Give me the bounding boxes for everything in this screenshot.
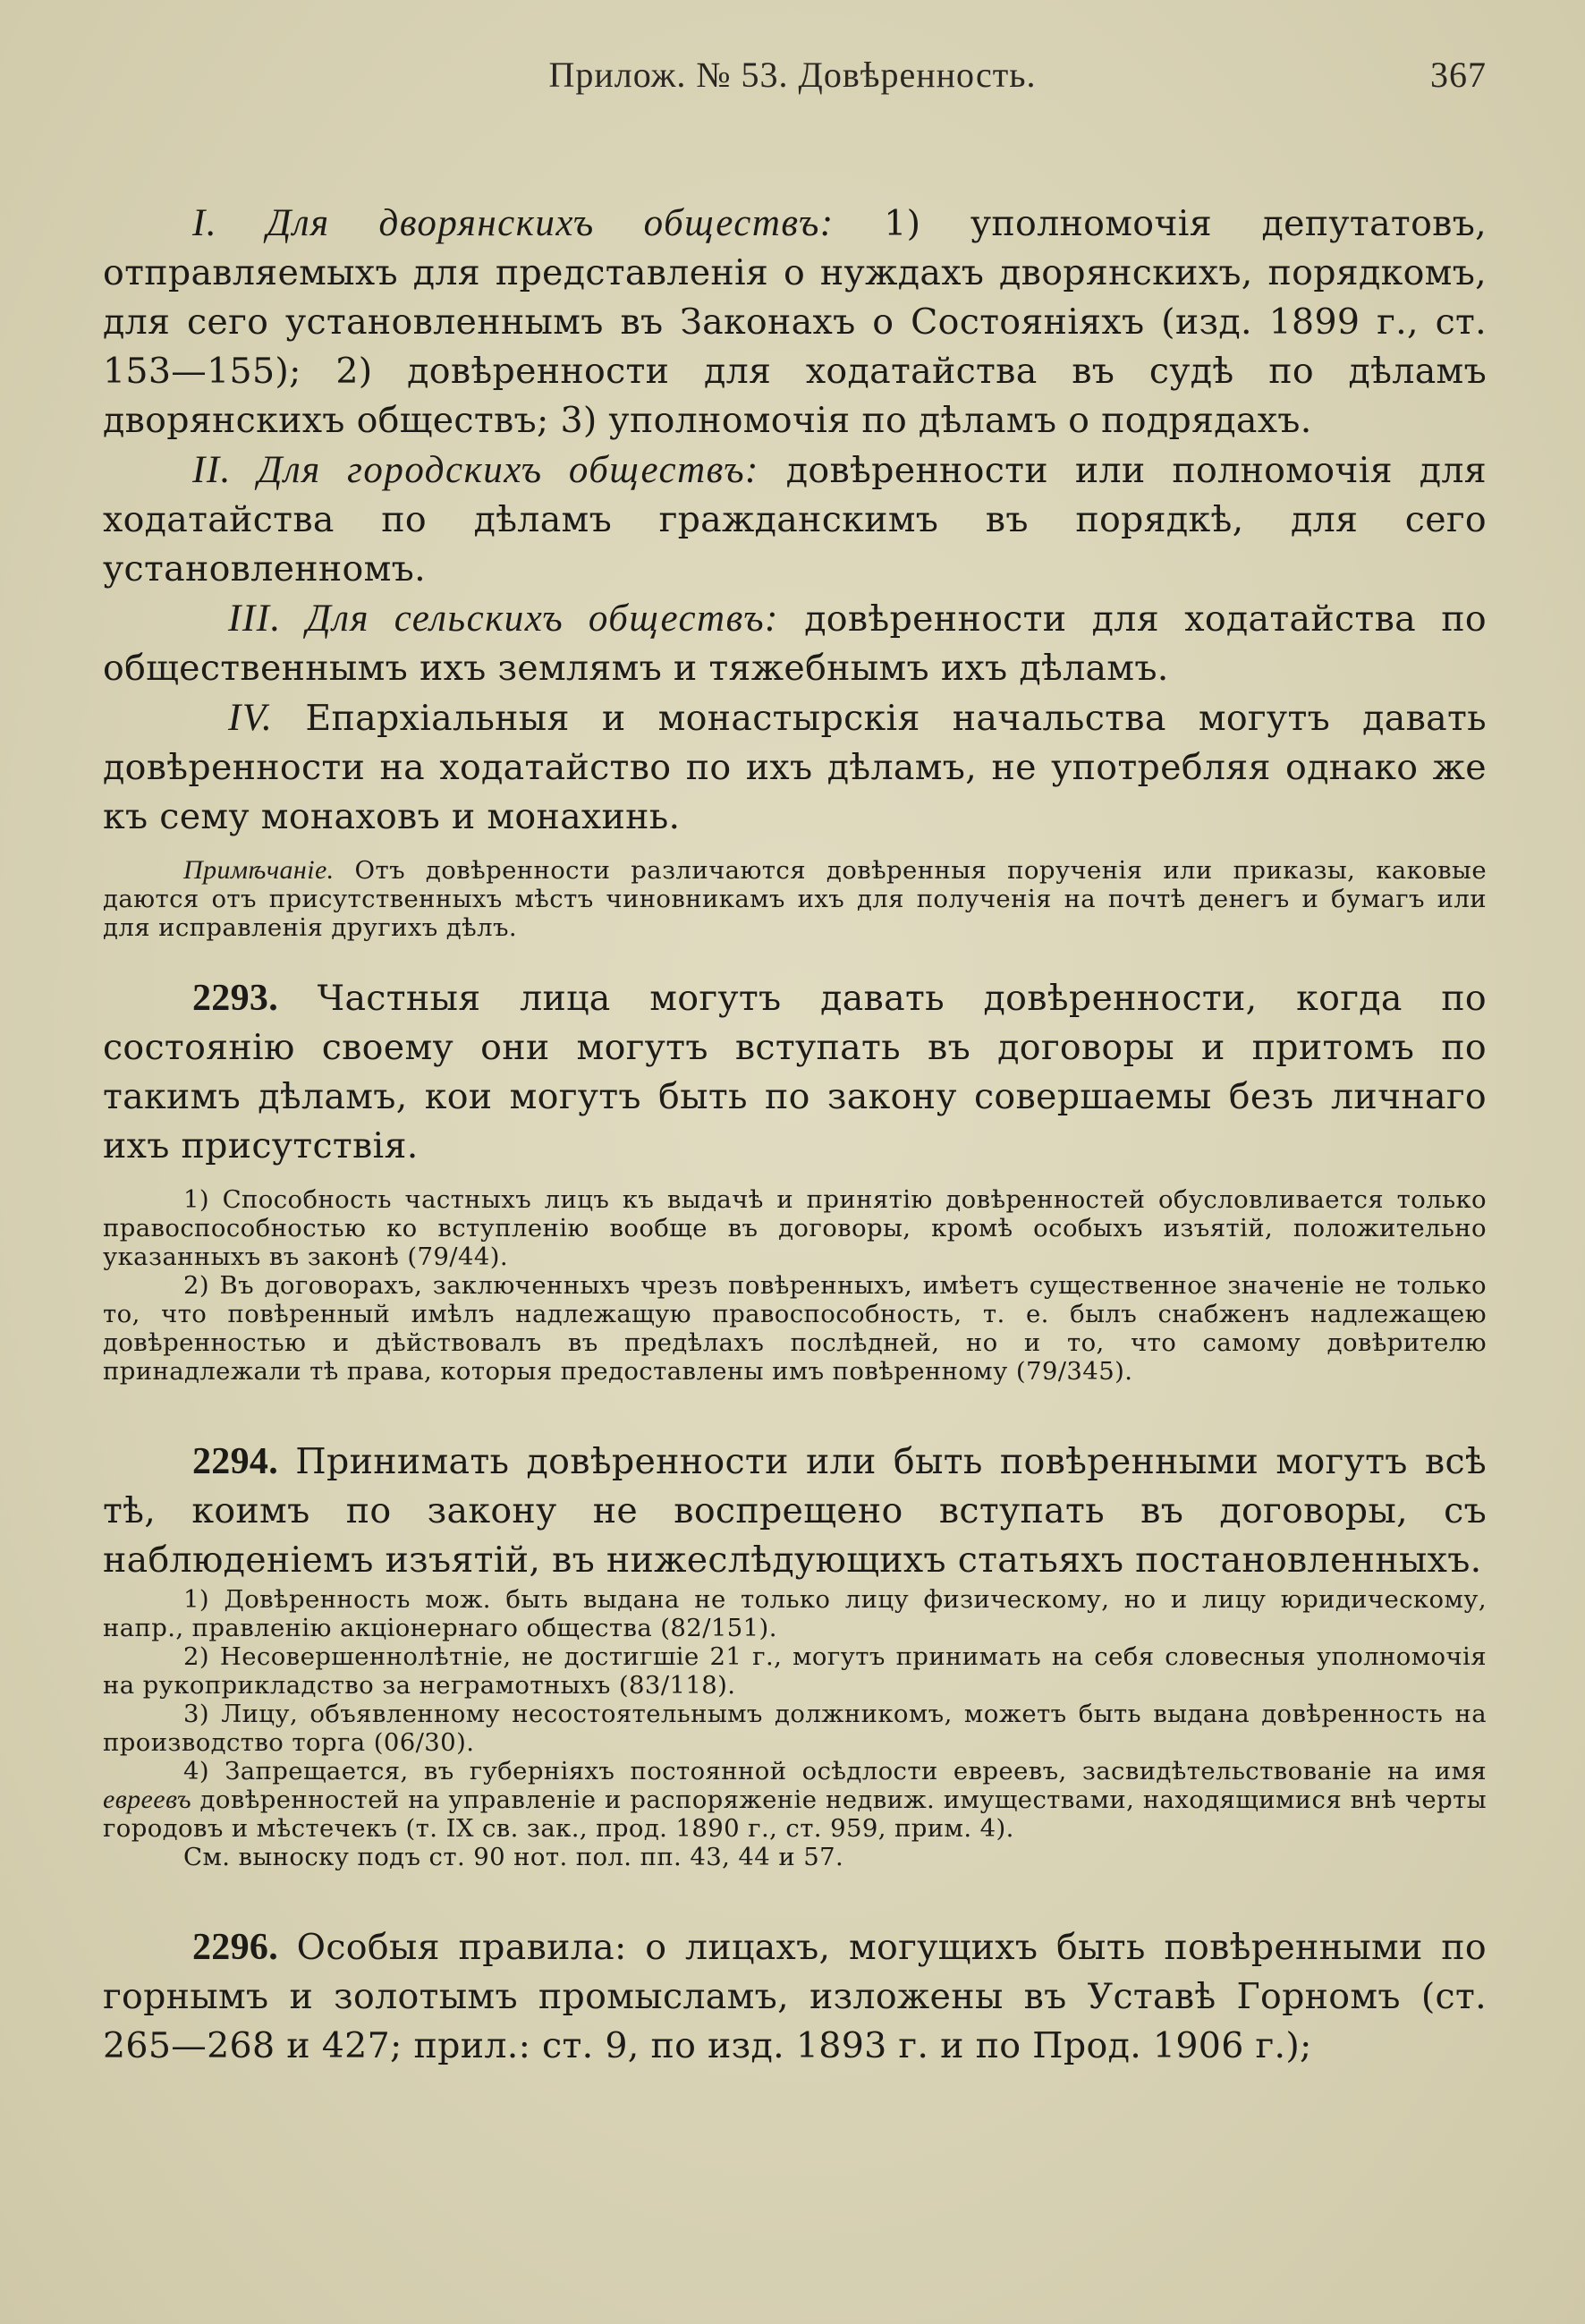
article-2294 xyxy=(103,1438,1487,1585)
section-i-text: 1) уполномочія депутатовъ, отправляемыхъ для представленія о нуждахъ дворянскихъ, порядкомъ, для сего установленнымъ въ Законахъ о Состояніяхъ (изд. 1899 г., ст. 153—155); 2) довѣренности для ходатайства въ судѣ по дѣламъ дворянскихъ обществъ; 3) уполномочія по дѣламъ о подрядахъ. xyxy=(103,203,1487,441)
article-2296-text: Особыя правила: о лицахъ, могущихъ быть повѣренными по горнымъ и золотымъ промысламъ, изложены въ Уставѣ Горномъ (ст. 265—268 и 427; прил.: ст. 9, по изд. 1893 г. и по Прод. 1906 г.); xyxy=(103,1927,1487,2066)
page-number: 367 xyxy=(1430,55,1487,95)
section-ii-text: довѣренности или полномочія для ходатайства по дѣламъ гражданскимъ въ порядкѣ, для сего установленномъ. xyxy=(103,450,1487,589)
article-2293 xyxy=(103,974,1487,1171)
page-header-title: Прилож. № 53. Довѣренность. xyxy=(548,55,1037,95)
article-2293-notes xyxy=(103,1185,1487,1386)
section-iii-label: III. Для сельскихъ обществъ: xyxy=(228,598,779,640)
primechanie-note xyxy=(103,856,1487,942)
note-4-text-start: 4) Запрещается, въ губерніяхъ постоянной осѣдлости евреевъ, засвидѣтельствованіе на имя xyxy=(183,1757,1487,1785)
article-2294-note-3: 3) Лицу, объявленному несостоятельнымъ должникомъ, можетъ быть выдана довѣренность на производство торга (06/30). xyxy=(103,1700,1487,1757)
section-i-label: I. Для дворянскихъ обществъ: xyxy=(192,202,835,244)
section-iii-text: довѣренности для ходатайства по общественнымъ ихъ землямъ и тяжебнымъ ихъ дѣламъ. xyxy=(103,598,1488,689)
article-2294-text: Принимать довѣренности или быть повѣренными могутъ всѣ тѣ, коимъ по закону не воспрещено вступать въ договоры, съ наблюденіемъ изъятій, въ нижеслѣдующихъ статьяхъ постановленныхъ. xyxy=(103,1441,1487,1581)
note-4-text-end: довѣренностей на управленіе и распоряженіе недвиж. имуществами, находящимися внѣ черты городовъ и мѣстечекъ (т. IX св. зак., прод. 1890 г., ст. 959, прим. 4). xyxy=(103,1785,1487,1843)
section-ii-label: II. Для городскихъ обществъ: xyxy=(192,449,759,491)
article-2293-text: Частныя лица могутъ давать довѣренности, когда по состоянію своему они могутъ вступать въ договоры и притомъ по такимъ дѣламъ, кои могутъ быть по закону совершаемы безъ личнаго ихъ присутствія. xyxy=(103,978,1487,1166)
article-2294-note-1: 1) Довѣренность мож. быть выдана не только лицу физическому, но и лицу юридическому, напр., правленію акціонернаго общества (82/151). xyxy=(103,1585,1487,1642)
article-2294-note-4 xyxy=(103,1757,1487,1843)
article-2296-number: 2296. xyxy=(192,1927,278,1968)
note-4-italic-word: евреевъ xyxy=(103,1785,191,1814)
section-iii-paragraph xyxy=(103,594,1487,693)
article-2294-see-also: См. выноску подъ ст. 90 нот. пол. пп. 43, 44 и 57. xyxy=(183,1843,844,1871)
article-2294-notes xyxy=(103,1585,1487,1871)
article-2294-note-2: 2) Несовершеннолѣтніе, не достигшіе 21 г., могутъ принимать на себя словесныя уполномочія на рукоприкладство за неграмотныхъ (83/118). xyxy=(103,1642,1487,1700)
section-i-paragraph xyxy=(103,199,1487,445)
article-2293-note-1: 1) Способность частныхъ лицъ къ выдачѣ и принятію довѣренностей обусловливается только правоспособностью ко вступленію вообще въ договоры, кромѣ особыхъ изъятій, положительно указанныхъ въ законѣ (79/44). xyxy=(103,1185,1487,1271)
section-iv-paragraph xyxy=(103,693,1487,842)
article-2293-note-2: 2) Въ договорахъ, заключенныхъ чрезъ повѣренныхъ, имѣетъ существенное значеніе не только то, что повѣренный имѣлъ надлежащую правоспособность, т. е. былъ снабженъ надлежащею довѣренностью и дѣйствовалъ въ предѣлахъ послѣдней, но и то, что самому довѣрителю принадлежали тѣ права, которыя предоставлены имъ повѣренному (79/345). xyxy=(103,1271,1487,1386)
article-2294-number: 2294. xyxy=(192,1441,278,1482)
primechanie-label: Примѣчаніе. xyxy=(183,855,335,885)
section-ii-paragraph xyxy=(103,445,1487,594)
running-head xyxy=(103,54,1487,116)
article-2293-number: 2293. xyxy=(192,978,278,1019)
section-iv-label: IV. xyxy=(228,697,274,739)
primechanie-text: Отъ довѣренности различаются довѣренныя порученія или приказы, каковые даются отъ присутственныхъ мѣстъ чиновникамъ ихъ для полученія на почтѣ денегъ и бумагъ или для исправленія другихъ дѣлъ. xyxy=(103,856,1487,942)
section-iv-text: Епархіальныя и монастырскія начальства могутъ давать довѣренности на ходатайство по ихъ дѣламъ, не употребляя однако же къ сему монаховъ и монахинь. xyxy=(103,698,1487,837)
article-2296 xyxy=(103,1923,1487,2071)
main-text xyxy=(103,199,1487,2071)
